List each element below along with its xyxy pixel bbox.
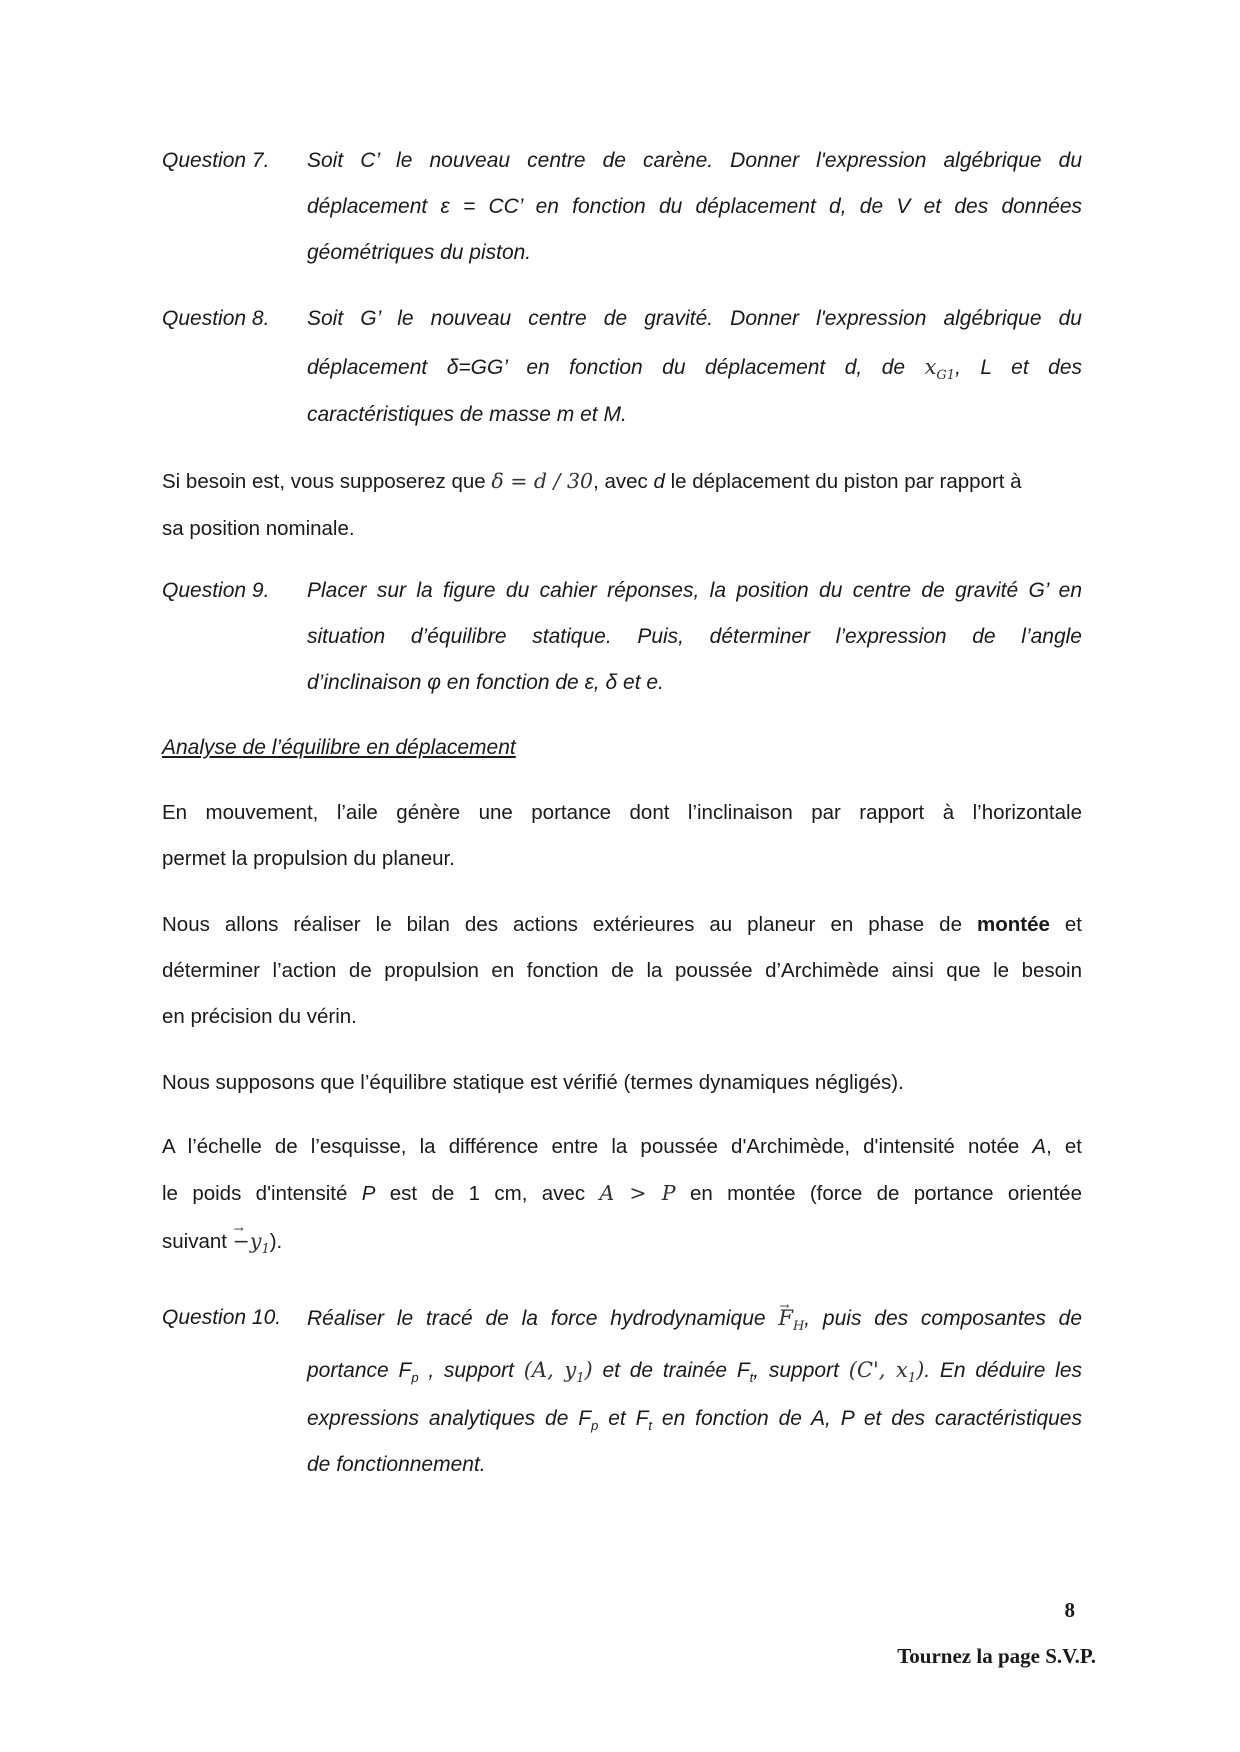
text-fragment: et F <box>608 1407 649 1430</box>
math-text: (A, y <box>523 1358 577 1382</box>
math-inequality: A > P <box>599 1181 676 1205</box>
question-text-line <box>307 1292 1082 1344</box>
text-fragment: , support <box>753 1359 839 1382</box>
text-fragment: en fonction du déplacement d, de <box>526 356 906 379</box>
math-text: (C', x <box>848 1358 908 1382</box>
text-fragment: en fonction de A, P et des caractéristiques <box>661 1407 1082 1430</box>
math-A: A <box>1032 1135 1047 1158</box>
paragraph-line <box>162 1170 1082 1216</box>
math-subscript: t <box>749 1370 754 1385</box>
question-7 <box>162 138 1082 276</box>
math-text: ) <box>916 1358 925 1382</box>
math-phi: φ <box>427 671 441 694</box>
text-fragment: portance F <box>307 1359 412 1382</box>
text-fragment: déplacement <box>307 195 428 218</box>
question-text-line: géométriques du piston. <box>307 241 532 264</box>
page-number: 8 <box>1064 1598 1075 1622</box>
math-delta: δ <box>605 671 618 694</box>
question-text-line <box>307 1344 1082 1396</box>
hypothesis-paragraph <box>162 456 1082 552</box>
question-text-line: Soit C’ le nouveau centre de carène. Donner l'expression algébrique du <box>307 149 1082 172</box>
question-text-line: Placer sur la figure du cahier réponses, la position du centre de gravité G’ en <box>307 579 1082 602</box>
math-support-c-x1 <box>848 1358 925 1386</box>
paragraph-line: en précision du vérin. <box>162 1005 357 1028</box>
text-fragment: et de trainée F <box>602 1359 750 1382</box>
math-subscript: G1 <box>936 368 956 383</box>
text-fragment: et e. <box>623 671 664 694</box>
question-label: Question 9. <box>162 579 270 602</box>
text-fragment: , L et des <box>955 356 1083 379</box>
paragraph-sketch-scale <box>162 1124 1082 1266</box>
paragraph-line: Nous supposons que l’équilibre statique est vérifié (termes dynamiques négligés). <box>162 1071 904 1094</box>
paragraph-line <box>162 1124 1082 1170</box>
question-9 <box>162 568 1082 706</box>
text-fragment: d’inclinaison <box>307 671 422 694</box>
math-P: P <box>361 1182 376 1205</box>
question-label: Question 10. <box>162 1306 282 1329</box>
math-subscript: 1 <box>907 1371 917 1386</box>
question-label: Question 7. <box>162 149 270 172</box>
section-heading: Analyse de l’équilibre en déplacement <box>162 736 516 759</box>
math-delta: δ=GG’ <box>446 356 507 379</box>
turn-page-note: Tournez la page S.V.P. <box>897 1644 1096 1668</box>
math-d: d <box>653 470 665 493</box>
math-vector: → F <box>778 1292 793 1344</box>
math-subscript: H <box>792 1319 805 1334</box>
text-fragment: , avec <box>593 470 648 493</box>
math-force-fh <box>778 1306 805 1334</box>
text-fragment: le déplacement du piston par rapport à <box>670 470 1022 493</box>
text-fragment: et <box>1064 913 1083 936</box>
math-delta-equation: δ = d / 30 <box>491 469 594 493</box>
text-fragment: le poids d'intensité <box>162 1182 348 1205</box>
question-text-line <box>307 1396 1082 1442</box>
math-subscript: p <box>411 1370 419 1385</box>
text-fragment: Si besoin est, vous supposerez que <box>162 470 486 493</box>
bold-keyword: montée <box>976 913 1050 936</box>
question-text-line: situation d’équilibre statique. Puis, déterminer l’expression de l’angle <box>307 625 1082 648</box>
question-label: Question 8. <box>162 307 270 330</box>
question-text-line <box>307 342 1082 392</box>
text-fragment: , puis des composantes de <box>804 1307 1082 1330</box>
text-fragment: expressions analytiques de F <box>307 1407 592 1430</box>
question-8 <box>162 296 1082 438</box>
math-epsilon: ε, <box>584 671 600 694</box>
question-text-line: Soit G’ le nouveau centre de gravité. Donner l'expression algébrique du <box>307 307 1082 330</box>
math-subscript: t <box>648 1418 653 1433</box>
text-fragment: . En déduire les <box>924 1359 1083 1382</box>
text-fragment: suivant <box>162 1230 227 1253</box>
text-fragment: Réaliser le tracé de la force hydrodynamique <box>307 1307 766 1330</box>
paragraph-static <box>162 1060 1082 1106</box>
text-fragment: déplacement <box>307 356 428 379</box>
math-vector: → −y <box>233 1216 262 1266</box>
math-subscript: 1 <box>576 1371 585 1386</box>
question-10 <box>162 1292 1082 1488</box>
paragraph-movement <box>162 790 1082 882</box>
math-x-g1 <box>924 355 956 383</box>
paragraph-line: sa position nominale. <box>162 517 355 540</box>
math-text: ) <box>584 1358 593 1382</box>
paragraph-line: En mouvement, l’aile génère une portance dont l’inclinaison par rapport à l’horizontale <box>162 801 1082 824</box>
math-support-a-y1 <box>523 1358 593 1386</box>
text-fragment: , support <box>428 1359 514 1382</box>
question-text-line <box>307 660 1082 706</box>
text-fragment: est de 1 cm, avec <box>389 1182 586 1205</box>
math-epsilon: ε = CC’ <box>440 195 523 218</box>
text-fragment: en fonction de <box>446 671 579 694</box>
text-fragment: en fonction du déplacement d, de V et des données <box>535 195 1083 218</box>
math-subscript: p <box>591 1418 599 1433</box>
paragraph-line <box>162 1216 1082 1266</box>
paragraph-balance <box>162 902 1082 1040</box>
math-symbol: x <box>924 355 937 379</box>
text-fragment: , et <box>1046 1135 1082 1158</box>
text-fragment: en montée (force de portance orientée <box>689 1182 1082 1205</box>
question-text-line: de fonctionnement. <box>307 1453 486 1476</box>
paragraph-line <box>162 902 1082 948</box>
text-fragment: Nous allons réaliser le bilan des actions extérieures au planeur en phase de <box>162 913 962 936</box>
paragraph-line: permet la propulsion du planeur. <box>162 847 455 870</box>
text-fragment: ). <box>269 1230 283 1253</box>
paragraph-line: déterminer l’action de propulsion en fonction de la poussée d’Archimède ainsi que le besoin <box>162 959 1082 982</box>
question-text-line: caractéristiques de masse m et M. <box>307 403 627 426</box>
math-minus-y1 <box>232 1229 270 1257</box>
math-subscript: 1 <box>261 1242 270 1257</box>
paragraph-line <box>162 456 1082 506</box>
question-text-line <box>307 184 1082 230</box>
text-fragment: A l’échelle de l’esquisse, la différence entre la poussée d'Archimède, d'intensité notée <box>162 1135 1020 1158</box>
